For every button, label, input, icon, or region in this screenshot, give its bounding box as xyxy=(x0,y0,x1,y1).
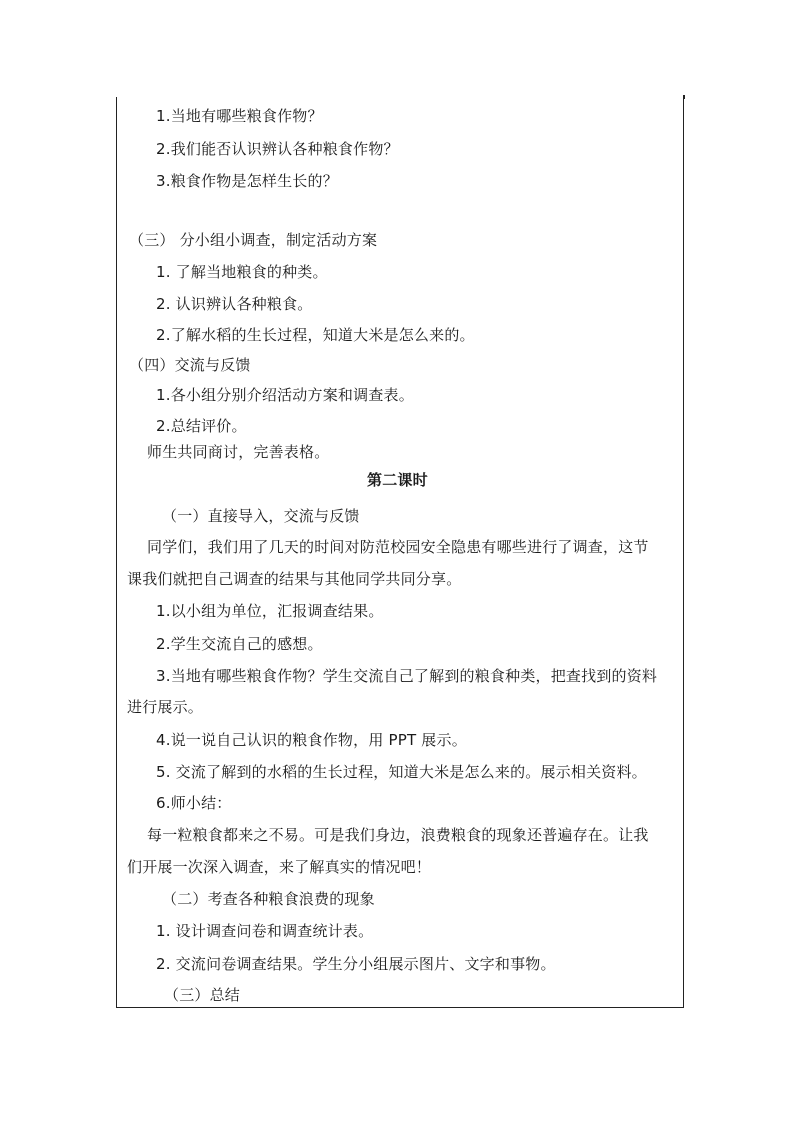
section-3-item-2: 2. 认识辨认各种粮食。 xyxy=(156,295,313,313)
part-3-heading: （三）总结 xyxy=(164,986,241,1004)
part-1-heading: （一）直接导入，交流与反馈 xyxy=(162,507,360,525)
part-1-item-3-line-2: 进行展示。 xyxy=(127,698,204,716)
section-4-heading: （四）交流与反馈 xyxy=(129,356,251,374)
question-1: 1.当地有哪些粮食作物？ xyxy=(156,107,323,125)
part-1-item-6: 6.师小结： xyxy=(156,794,232,812)
section-3-item-1: 1. 了解当地粮食的种类。 xyxy=(156,263,328,281)
part-1-item-1: 1.以小组为单位，汇报调查结果。 xyxy=(156,602,384,620)
section-4-item-2: 2.总结评价。 xyxy=(156,417,247,435)
lesson-2-title: 第二课时 xyxy=(367,471,428,489)
part-2-item-2: 2. 交流问卷调查结果。学生分小组展示图片、文字和事物。 xyxy=(156,955,556,973)
part-1-paragraph-line-1: 同学们，我们用了几天的时间对防范校园安全隐患有哪些进行了调查，这节 xyxy=(147,538,649,556)
summary-line-1: 每一粒粮食都来之不易。可是我们身边，浪费粮食的现象还普遍存在。让我 xyxy=(147,826,649,844)
question-2: 2.我们能否认识辨认各种粮食作物？ xyxy=(156,140,399,158)
section-3-heading: （三） 分小组小调查，制定活动方案 xyxy=(129,231,378,249)
question-3: 3.粮食作物是怎样生长的？ xyxy=(156,172,338,190)
part-2-heading: （二）考查各种粮食浪费的现象 xyxy=(162,890,375,908)
part-1-item-5: 5. 交流了解到的水稻的生长过程，知道大米是怎么来的。展示相关资料。 xyxy=(156,763,647,781)
part-1-paragraph-line-2: 课我们就把自己调查的结果与其他同学共同分享。 xyxy=(127,570,462,588)
part-1-item-3-line-1: 3.当地有哪些粮食作物？学生交流自己了解到的粮食种类，把查找到的资料 xyxy=(156,667,658,685)
part-1-item-4: 4.说一说自己认识的粮食作物，用 PPT 展示。 xyxy=(156,731,467,749)
section-4-note: 师生共同商讨，完善表格。 xyxy=(147,443,330,461)
section-3-item-3: 2.了解水稻的生长过程，知道大米是怎么来的。 xyxy=(156,326,475,344)
part-1-item-2: 2.学生交流自己的感想。 xyxy=(156,635,323,653)
summary-line-2: 们开展一次深入调查，来了解真实的情况吧！ xyxy=(127,858,432,876)
frame-corner xyxy=(683,95,685,99)
section-4-item-1: 1.各小组分别介绍活动方案和调查表。 xyxy=(156,386,414,404)
part-2-item-1: 1. 设计调查问卷和调查统计表。 xyxy=(156,922,374,940)
